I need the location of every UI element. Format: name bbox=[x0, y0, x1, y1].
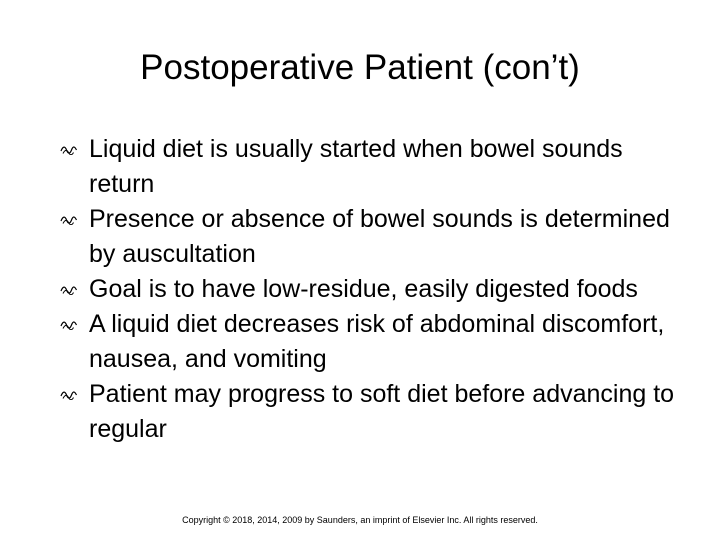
slide-title: Postoperative Patient (con’t) bbox=[140, 48, 580, 87]
wave-bullet-icon bbox=[60, 390, 79, 400]
bullet-text: Liquid diet is usually started when bowel sounds return bbox=[89, 135, 623, 198]
bullet-item bbox=[60, 132, 680, 202]
wave-bullet-icon bbox=[60, 320, 79, 330]
bullet-list bbox=[60, 132, 680, 447]
wave-bullet-icon bbox=[60, 215, 79, 225]
bullet-text: Patient may progress to soft diet before advancing to regular bbox=[89, 380, 675, 443]
bullet-item bbox=[60, 272, 680, 307]
copyright-footer: Copyright © 2018, 2014, 2009 by Saunders, an imprint of Elsevier Inc. All rights reserved. bbox=[182, 515, 538, 525]
wave-bullet-icon bbox=[60, 285, 79, 295]
bullet-text: Goal is to have low-residue, easily digested foods bbox=[89, 275, 638, 303]
wave-bullet-icon bbox=[60, 145, 79, 155]
bullet-text: Presence or absence of bowel sounds is determined by auscultation bbox=[89, 205, 670, 268]
bullet-text: A liquid diet decreases risk of abdominal discomfort, nausea, and vomiting bbox=[89, 310, 665, 373]
bullet-item bbox=[60, 377, 680, 447]
bullet-item bbox=[60, 307, 680, 377]
bullet-item bbox=[60, 202, 680, 272]
